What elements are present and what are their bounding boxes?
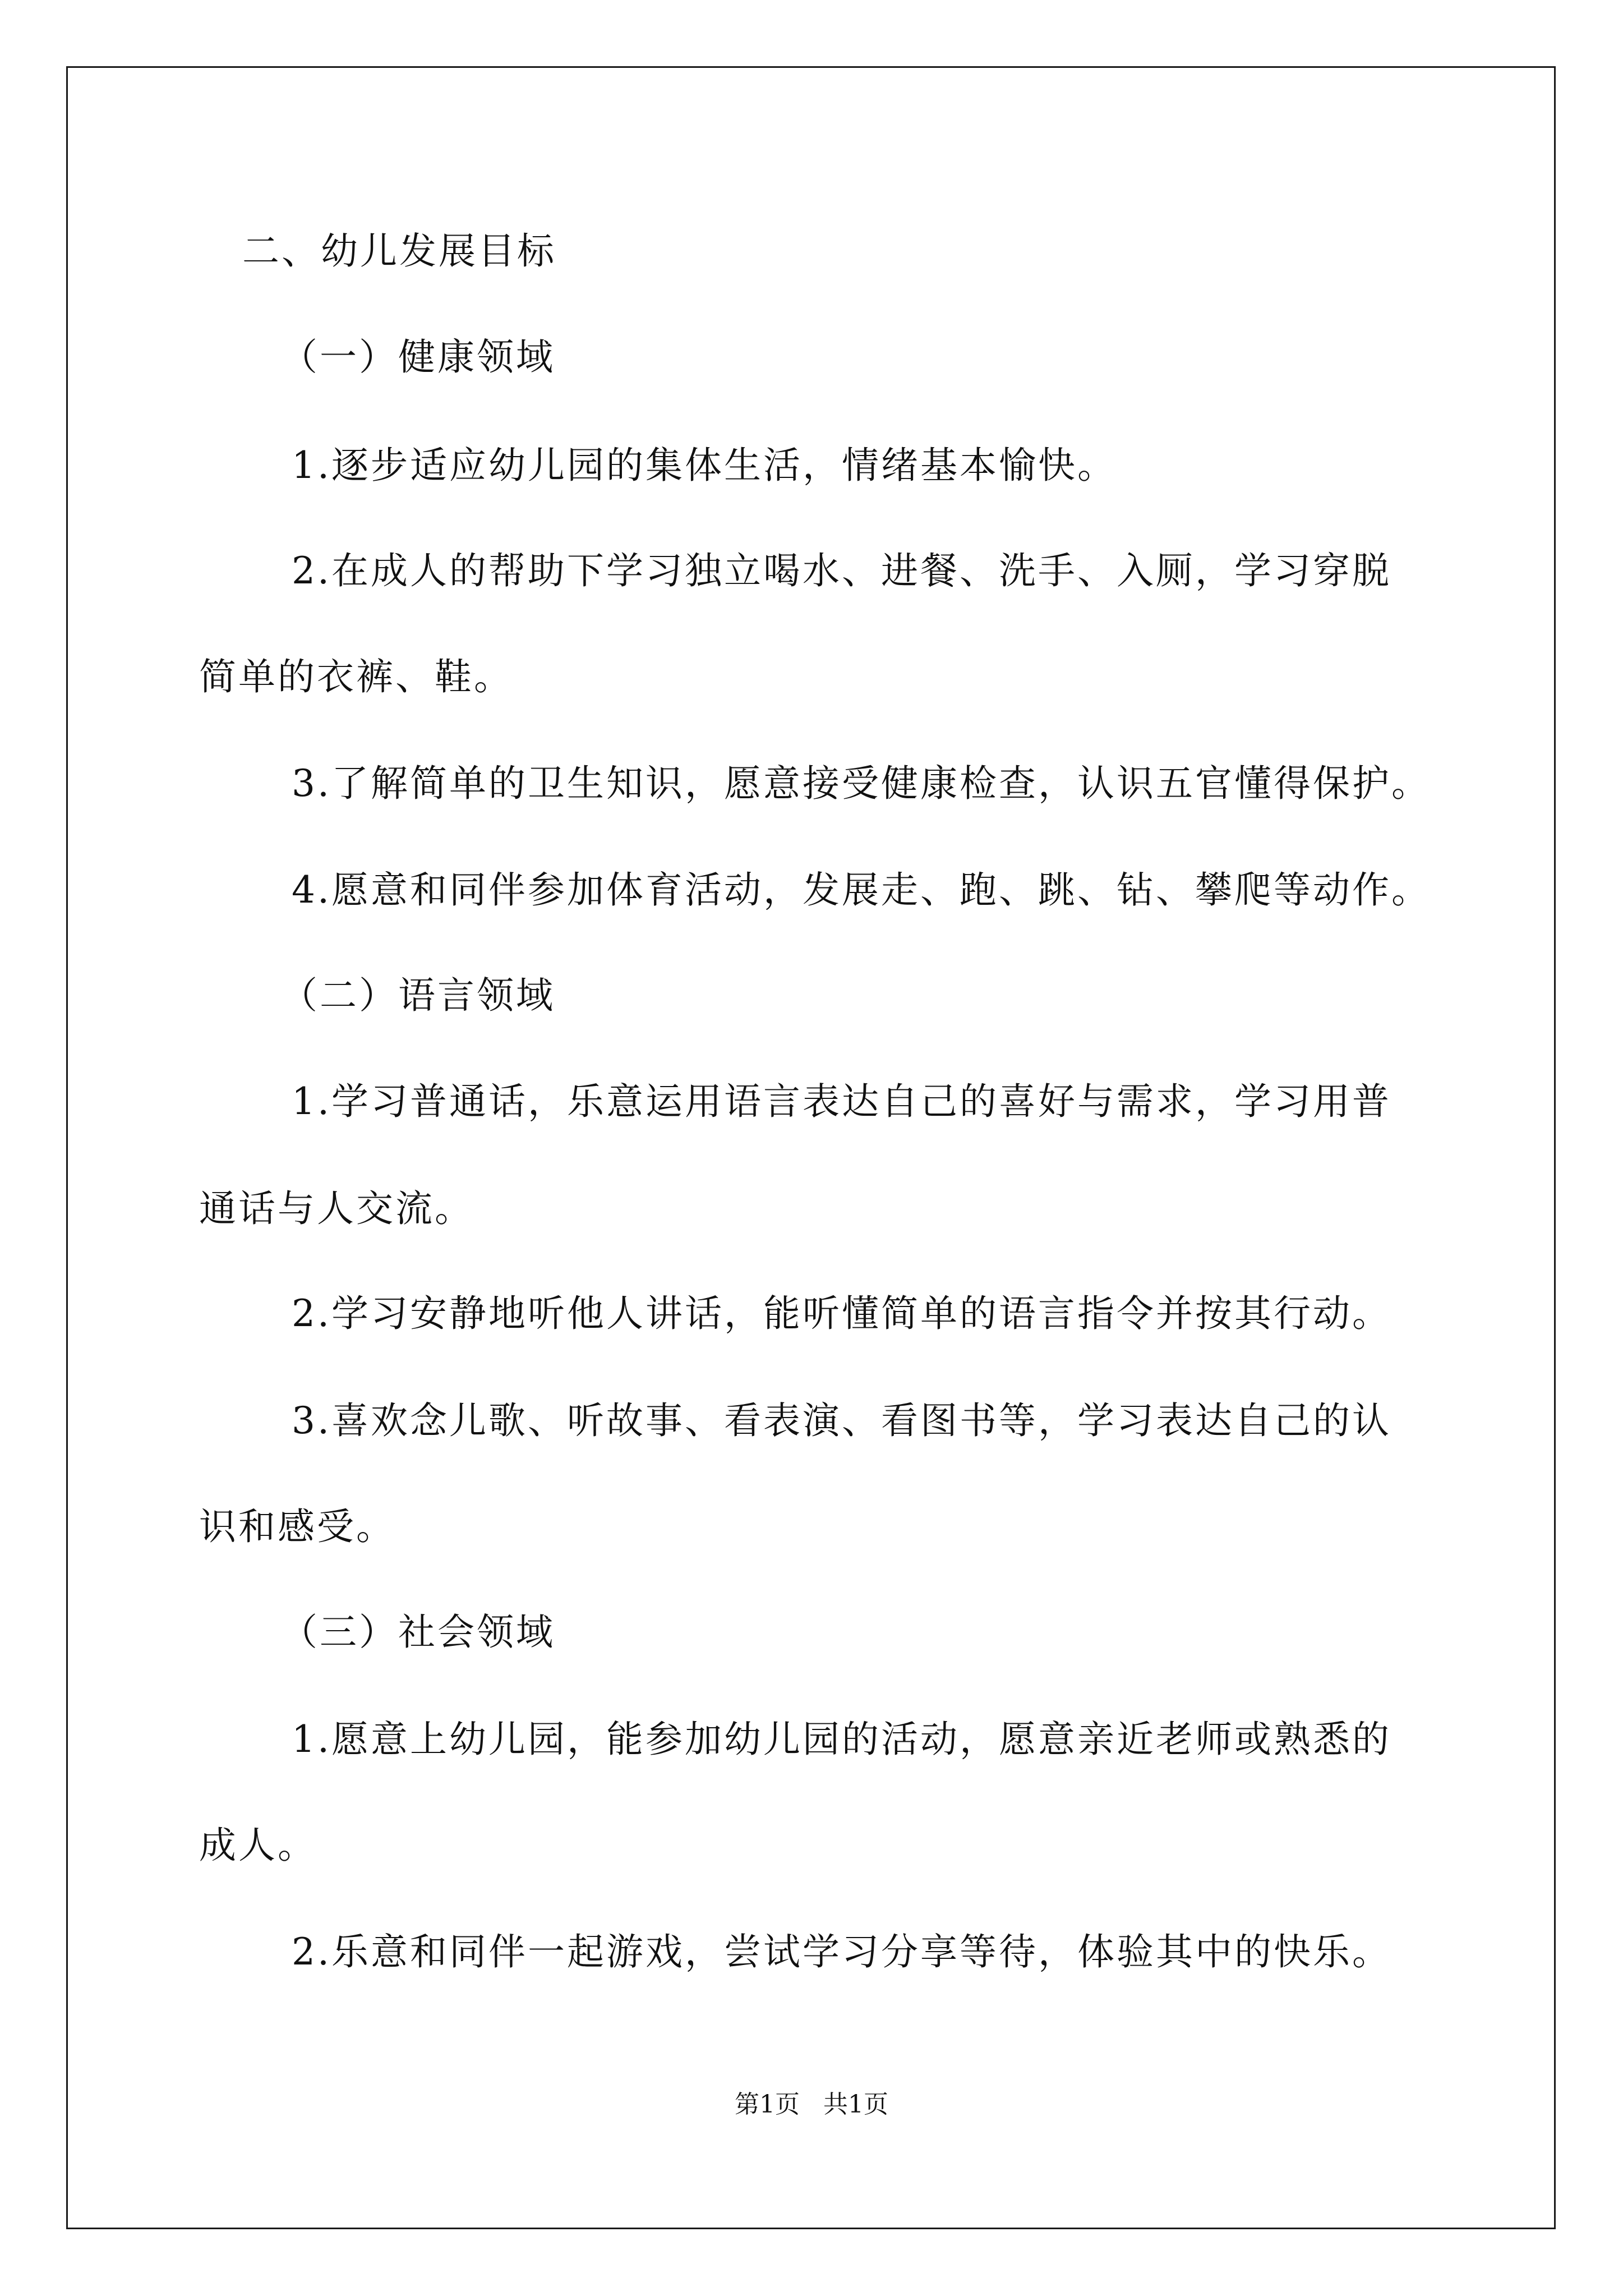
- section-title: 二、幼儿发展目标: [242, 229, 556, 273]
- language-item-3-line-1: 3.喜欢念儿歌、听故事、看表演、看图书等，学习表达自己的认: [292, 1399, 1391, 1442]
- language-item-3-line-2: 识和感受。: [199, 1505, 395, 1548]
- social-heading: （三）社会领域: [280, 1611, 555, 1654]
- social-item-1-line-1: 1.愿意上幼儿园，能参加幼儿园的活动，愿意亲近老师或熟悉的: [292, 1718, 1391, 1761]
- health-item-2-line-1: 2.在成人的帮助下学习独立喝水、进餐、洗手、入厕，学习穿脱: [292, 549, 1391, 592]
- page-footer: 第1页 共1页: [735, 2090, 888, 2119]
- language-heading: （二）语言领域: [280, 974, 555, 1017]
- social-item-1-line-2: 成人。: [199, 1824, 317, 1867]
- language-item-1-line-2: 通话与人交流。: [199, 1187, 474, 1230]
- health-item-1: 1.逐步适应幼儿园的集体生活，情绪基本愉快。: [292, 444, 1117, 487]
- health-item-3: 3.了解简单的卫生知识，愿意接受健康检查，认识五官懂得保护。: [292, 762, 1431, 805]
- page-border: [66, 66, 1556, 2229]
- health-item-4: 4.愿意和同伴参加体育活动，发展走、跑、跳、钻、攀爬等动作。: [292, 868, 1431, 912]
- health-item-2-line-2: 简单的衣裤、鞋。: [199, 655, 513, 698]
- health-heading: （一）健康领域: [280, 335, 555, 379]
- social-item-2: 2.乐意和同伴一起游戏，尝试学习分享等待，体验其中的快乐。: [292, 1930, 1391, 1973]
- language-item-1-line-1: 1.学习普通话，乐意运用语言表达自己的喜好与需求，学习用普: [292, 1080, 1391, 1123]
- language-item-2: 2.学习安静地听他人讲话，能听懂简单的语言指令并按其行动。: [292, 1292, 1391, 1335]
